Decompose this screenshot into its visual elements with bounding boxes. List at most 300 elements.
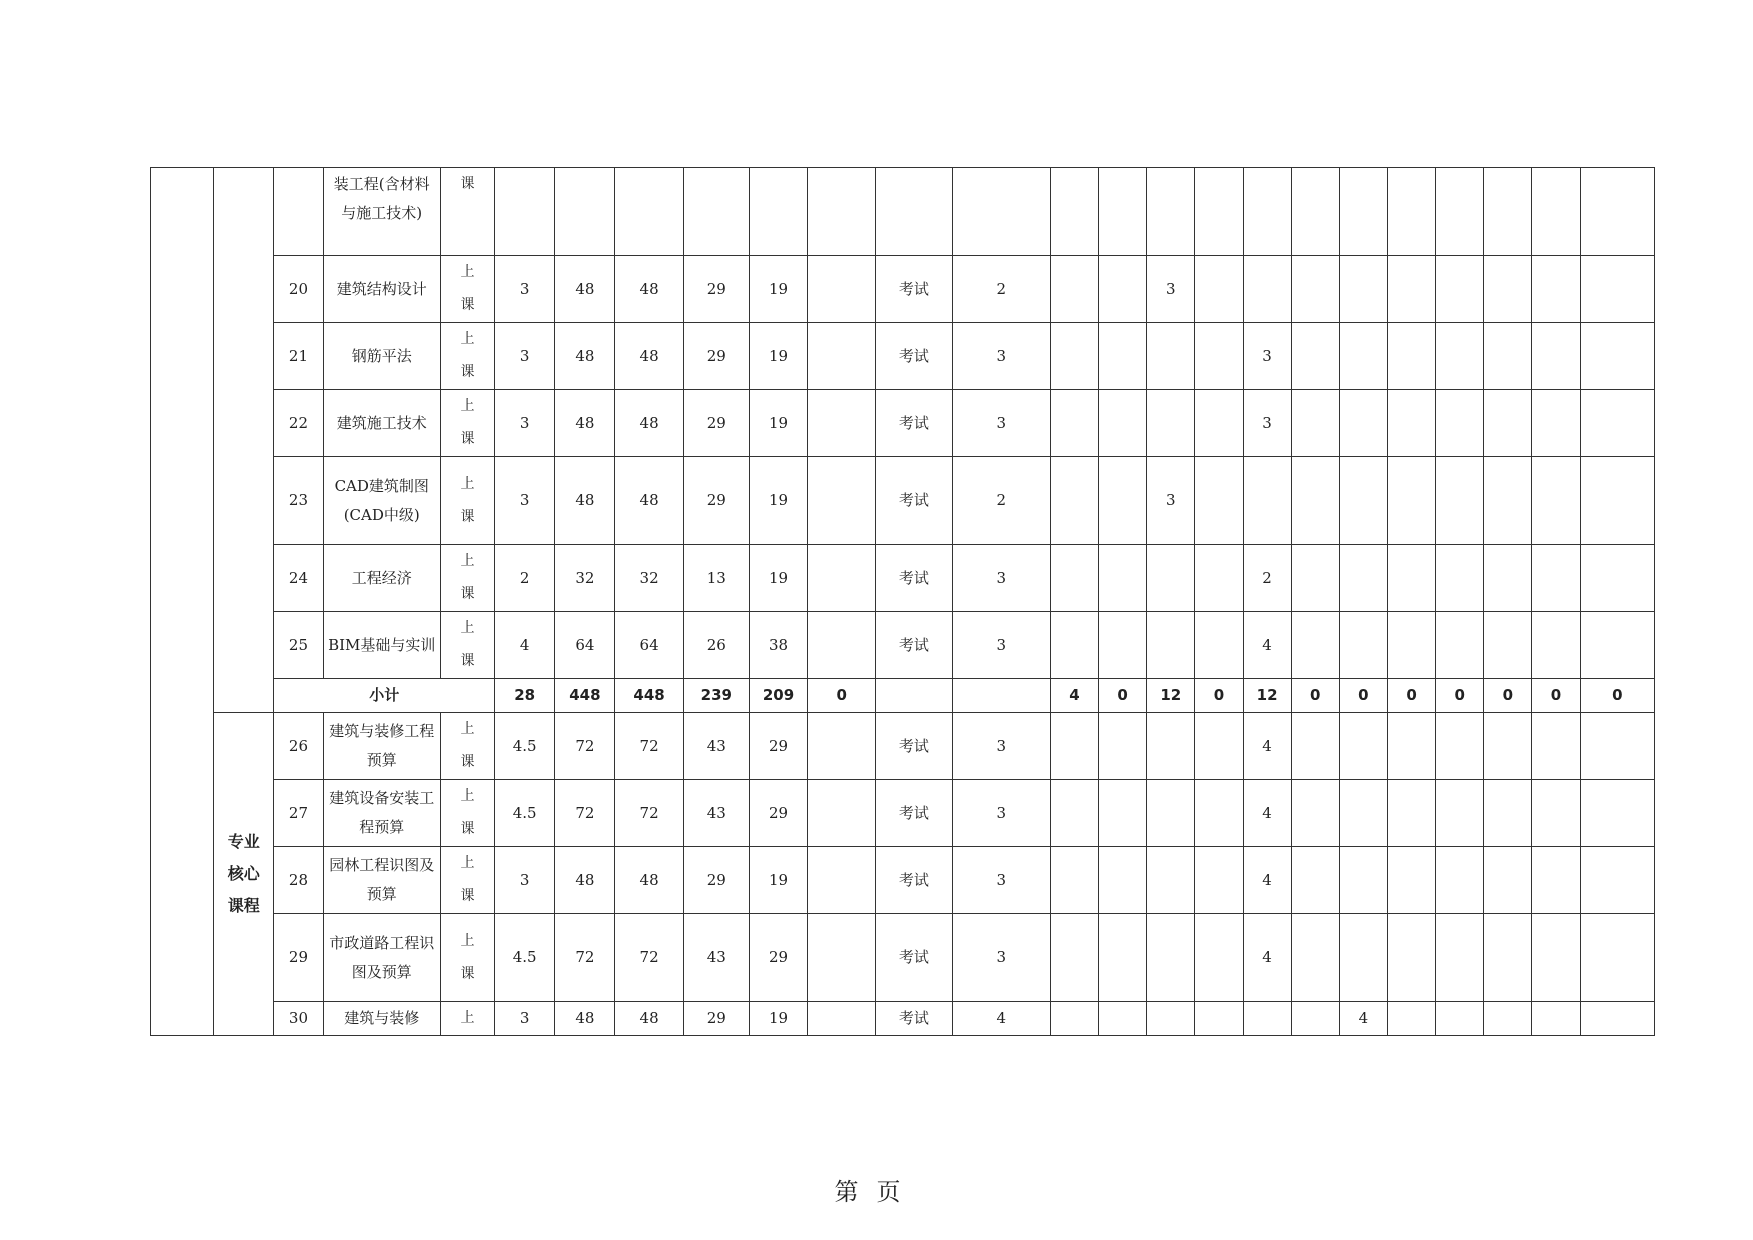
teaching-mode: 上课 bbox=[440, 256, 494, 323]
cell-class-hours: 72 bbox=[615, 713, 683, 780]
weekly-hours-cell bbox=[1484, 1002, 1532, 1036]
weekly-hours-cell bbox=[1532, 713, 1580, 780]
weekly-hours-cell bbox=[1050, 1002, 1098, 1036]
cell-hours: 48 bbox=[555, 323, 615, 390]
course-no: 22 bbox=[274, 390, 323, 457]
cell-theory: 13 bbox=[683, 545, 749, 612]
course-no: 24 bbox=[274, 545, 323, 612]
cell-credit: 2 bbox=[495, 545, 555, 612]
cell-hours: 48 bbox=[555, 847, 615, 914]
cell-theory: 29 bbox=[683, 457, 749, 545]
course-name: 工程经济 bbox=[323, 545, 440, 612]
weekly-hours-cell bbox=[1387, 847, 1435, 914]
table-row bbox=[151, 168, 1655, 256]
table-row bbox=[151, 847, 1655, 914]
assessment-method: 考试 bbox=[876, 914, 952, 1002]
empty-cell bbox=[1050, 168, 1098, 256]
table-row bbox=[151, 256, 1655, 323]
assessment-method: 考试 bbox=[876, 256, 952, 323]
empty-cell bbox=[615, 168, 683, 256]
weekly-hours-cell bbox=[1147, 847, 1195, 914]
weekly-hours-cell bbox=[1580, 612, 1654, 679]
table-row bbox=[151, 323, 1655, 390]
weekly-hours-cell bbox=[1436, 612, 1484, 679]
weekly-hours-cell bbox=[1243, 256, 1291, 323]
cell-theory: 43 bbox=[683, 914, 749, 1002]
weekly-hours-cell bbox=[1484, 914, 1532, 1002]
cell-practice: 19 bbox=[749, 390, 807, 457]
semester: 3 bbox=[952, 390, 1050, 457]
empty-cell bbox=[1195, 168, 1243, 256]
weekly-hours-cell bbox=[1387, 713, 1435, 780]
weekly-hours-cell bbox=[1291, 847, 1339, 914]
cell-other bbox=[808, 914, 876, 1002]
cell-practice: 19 bbox=[749, 545, 807, 612]
weekly-hours-cell: 4 bbox=[1243, 847, 1291, 914]
weekly-hours-cell bbox=[1195, 914, 1243, 1002]
weekly-hours-cell bbox=[1436, 847, 1484, 914]
table-row bbox=[151, 1002, 1655, 1036]
weekly-hours-cell bbox=[1147, 914, 1195, 1002]
cell-class-hours: 48 bbox=[615, 1002, 683, 1036]
outer-category-cell bbox=[151, 168, 214, 1036]
cell-hours: 72 bbox=[555, 780, 615, 847]
weekly-hours-cell bbox=[1436, 545, 1484, 612]
weekly-hours-cell bbox=[1050, 847, 1098, 914]
weekly-hours-cell bbox=[1532, 390, 1580, 457]
cell-other bbox=[808, 1002, 876, 1036]
subtotal-weekly-cell: 0 bbox=[1099, 679, 1147, 713]
weekly-hours-cell bbox=[1099, 256, 1147, 323]
weekly-hours-cell bbox=[1050, 780, 1098, 847]
subtotal-weekly-cell: 12 bbox=[1243, 679, 1291, 713]
table-row bbox=[151, 390, 1655, 457]
teaching-mode: 上课 bbox=[440, 780, 494, 847]
weekly-hours-cell: 4 bbox=[1243, 780, 1291, 847]
course-no: 27 bbox=[274, 780, 323, 847]
weekly-hours-cell bbox=[1195, 713, 1243, 780]
cell-credit: 3 bbox=[495, 256, 555, 323]
weekly-hours-cell bbox=[1099, 713, 1147, 780]
weekly-hours-cell bbox=[1099, 545, 1147, 612]
weekly-hours-cell bbox=[1484, 612, 1532, 679]
cell-theory: 29 bbox=[683, 390, 749, 457]
weekly-hours-cell bbox=[1099, 323, 1147, 390]
empty-cell bbox=[1532, 168, 1580, 256]
empty-cell bbox=[1291, 168, 1339, 256]
course-name: 装工程(含材料与施工技术) bbox=[323, 168, 440, 256]
weekly-hours-cell bbox=[1532, 780, 1580, 847]
cell-theory: 26 bbox=[683, 612, 749, 679]
weekly-hours-cell bbox=[1436, 457, 1484, 545]
cell-other bbox=[808, 780, 876, 847]
course-name: 园林工程识图及预算 bbox=[323, 847, 440, 914]
weekly-hours-cell bbox=[1532, 545, 1580, 612]
cell-credit: 4.5 bbox=[495, 713, 555, 780]
weekly-hours-cell bbox=[1580, 713, 1654, 780]
subtotal-weekly-cell: 0 bbox=[1580, 679, 1654, 713]
subtotal-weekly-cell: 0 bbox=[1387, 679, 1435, 713]
cell-class-hours: 72 bbox=[615, 914, 683, 1002]
empty-cell bbox=[683, 168, 749, 256]
cell-practice: 19 bbox=[749, 1002, 807, 1036]
cell-theory: 29 bbox=[683, 323, 749, 390]
weekly-hours-cell bbox=[1099, 847, 1147, 914]
weekly-hours-cell bbox=[1243, 1002, 1291, 1036]
weekly-hours-cell bbox=[1291, 256, 1339, 323]
weekly-hours-cell bbox=[1532, 914, 1580, 1002]
cell-other bbox=[808, 847, 876, 914]
weekly-hours-cell bbox=[1195, 457, 1243, 545]
cell-class-hours: 64 bbox=[615, 612, 683, 679]
course-no: 30 bbox=[274, 1002, 323, 1036]
cell-credit: 4 bbox=[495, 612, 555, 679]
weekly-hours-cell bbox=[1291, 780, 1339, 847]
weekly-hours-cell bbox=[1291, 323, 1339, 390]
weekly-hours-cell bbox=[1387, 1002, 1435, 1036]
weekly-hours-cell bbox=[1387, 457, 1435, 545]
empty-cell bbox=[876, 679, 952, 713]
assessment-method: 考试 bbox=[876, 780, 952, 847]
cell-other bbox=[808, 612, 876, 679]
course-no: 25 bbox=[274, 612, 323, 679]
weekly-hours-cell bbox=[1532, 457, 1580, 545]
cell-credit: 3 bbox=[495, 390, 555, 457]
weekly-hours-cell bbox=[1387, 390, 1435, 457]
weekly-hours-cell bbox=[1580, 457, 1654, 545]
weekly-hours-cell bbox=[1195, 545, 1243, 612]
cell-theory: 43 bbox=[683, 780, 749, 847]
weekly-hours-cell bbox=[1291, 713, 1339, 780]
course-name: 建筑设备安装工程预算 bbox=[323, 780, 440, 847]
cell-hours: 48 bbox=[555, 1002, 615, 1036]
weekly-hours-cell bbox=[1339, 457, 1387, 545]
weekly-hours-cell bbox=[1484, 713, 1532, 780]
teaching-mode: 上 bbox=[440, 1002, 494, 1036]
weekly-hours-cell bbox=[1580, 1002, 1654, 1036]
cell-credit: 3 bbox=[495, 1002, 555, 1036]
subtotal-weekly-cell: 0 bbox=[1291, 679, 1339, 713]
assessment-method: 考试 bbox=[876, 323, 952, 390]
weekly-hours-cell bbox=[1099, 457, 1147, 545]
empty-cell bbox=[1099, 168, 1147, 256]
weekly-hours-cell bbox=[1339, 914, 1387, 1002]
weekly-hours-cell bbox=[1050, 323, 1098, 390]
weekly-hours-cell bbox=[1484, 545, 1532, 612]
cell-hours: 72 bbox=[555, 914, 615, 1002]
weekly-hours-cell bbox=[1099, 1002, 1147, 1036]
teaching-mode: 上课 bbox=[440, 713, 494, 780]
weekly-hours-cell bbox=[1099, 390, 1147, 457]
course-no: 20 bbox=[274, 256, 323, 323]
weekly-hours-cell bbox=[1339, 390, 1387, 457]
weekly-hours-cell bbox=[1339, 612, 1387, 679]
page-footer: 第页 bbox=[834, 1178, 919, 1206]
empty-cell bbox=[876, 168, 952, 256]
cell-theory: 29 bbox=[683, 847, 749, 914]
cell-practice: 38 bbox=[749, 612, 807, 679]
teaching-mode: 上课 bbox=[440, 323, 494, 390]
weekly-hours-cell bbox=[1195, 256, 1243, 323]
weekly-hours-cell bbox=[1147, 390, 1195, 457]
subtotal-weekly-cell: 0 bbox=[1484, 679, 1532, 713]
weekly-hours-cell bbox=[1195, 1002, 1243, 1036]
weekly-hours-cell bbox=[1436, 780, 1484, 847]
semester: 3 bbox=[952, 847, 1050, 914]
empty-cell bbox=[555, 168, 615, 256]
weekly-hours-cell: 4 bbox=[1243, 914, 1291, 1002]
weekly-hours-cell: 2 bbox=[1243, 545, 1291, 612]
empty-cell bbox=[1580, 168, 1654, 256]
empty-cell bbox=[952, 168, 1050, 256]
weekly-hours-cell bbox=[1291, 457, 1339, 545]
cell-hours: 48 bbox=[555, 256, 615, 323]
weekly-hours-cell bbox=[1387, 323, 1435, 390]
cell-theory: 29 bbox=[683, 256, 749, 323]
teaching-mode: 上课 bbox=[440, 545, 494, 612]
weekly-hours-cell bbox=[1195, 390, 1243, 457]
cell-class-hours: 48 bbox=[615, 457, 683, 545]
assessment-method: 考试 bbox=[876, 390, 952, 457]
course-name: 建筑与装修工程预算 bbox=[323, 713, 440, 780]
weekly-hours-cell bbox=[1436, 390, 1484, 457]
cell-hours: 64 bbox=[555, 612, 615, 679]
semester: 3 bbox=[952, 713, 1050, 780]
table-row bbox=[151, 545, 1655, 612]
weekly-hours-cell bbox=[1580, 847, 1654, 914]
weekly-hours-cell: 3 bbox=[1147, 457, 1195, 545]
weekly-hours-cell bbox=[1050, 713, 1098, 780]
assessment-method: 考试 bbox=[876, 545, 952, 612]
weekly-hours-cell bbox=[1532, 256, 1580, 323]
cell-other bbox=[808, 457, 876, 545]
cell-practice: 29 bbox=[749, 713, 807, 780]
weekly-hours-cell bbox=[1436, 323, 1484, 390]
cell-class-hours: 48 bbox=[615, 256, 683, 323]
weekly-hours-cell bbox=[1195, 847, 1243, 914]
subtotal-weekly-cell: 4 bbox=[1050, 679, 1098, 713]
weekly-hours-cell bbox=[1484, 847, 1532, 914]
weekly-hours-cell bbox=[1339, 713, 1387, 780]
cell-practice: 19 bbox=[749, 323, 807, 390]
weekly-hours-cell bbox=[1532, 1002, 1580, 1036]
empty-cell bbox=[1339, 168, 1387, 256]
weekly-hours-cell bbox=[1147, 780, 1195, 847]
cell-theory: 29 bbox=[683, 1002, 749, 1036]
semester: 3 bbox=[952, 323, 1050, 390]
weekly-hours-cell bbox=[1050, 914, 1098, 1002]
subtotal-class-hours: 448 bbox=[615, 679, 683, 713]
weekly-hours-cell bbox=[1339, 780, 1387, 847]
weekly-hours-cell bbox=[1291, 612, 1339, 679]
table-row bbox=[151, 612, 1655, 679]
weekly-hours-cell bbox=[1050, 390, 1098, 457]
weekly-hours-cell: 3 bbox=[1243, 390, 1291, 457]
weekly-hours-cell bbox=[1099, 612, 1147, 679]
weekly-hours-cell bbox=[1291, 1002, 1339, 1036]
subtotal-practice: 209 bbox=[749, 679, 807, 713]
course-name: BIM基础与实训 bbox=[323, 612, 440, 679]
weekly-hours-cell bbox=[1436, 713, 1484, 780]
cell-other bbox=[808, 545, 876, 612]
weekly-hours-cell bbox=[1147, 323, 1195, 390]
subtotal-weekly-cell: 0 bbox=[1339, 679, 1387, 713]
weekly-hours-cell bbox=[1532, 323, 1580, 390]
cell-other bbox=[808, 256, 876, 323]
course-name: CAD建筑制图(CAD中级) bbox=[323, 457, 440, 545]
cell-practice: 29 bbox=[749, 780, 807, 847]
cell-hours: 48 bbox=[555, 457, 615, 545]
subtotal-weekly-cell: 0 bbox=[1532, 679, 1580, 713]
course-name: 建筑结构设计 bbox=[323, 256, 440, 323]
weekly-hours-cell bbox=[1195, 780, 1243, 847]
weekly-hours-cell bbox=[1099, 914, 1147, 1002]
course-no: 23 bbox=[274, 457, 323, 545]
cell-other bbox=[808, 323, 876, 390]
teaching-mode: 上课 bbox=[440, 457, 494, 545]
weekly-hours-cell bbox=[1195, 612, 1243, 679]
weekly-hours-cell bbox=[1050, 612, 1098, 679]
weekly-hours-cell bbox=[1436, 914, 1484, 1002]
semester: 3 bbox=[952, 780, 1050, 847]
weekly-hours-cell bbox=[1050, 457, 1098, 545]
semester: 3 bbox=[952, 545, 1050, 612]
semester: 3 bbox=[952, 914, 1050, 1002]
empty-cell bbox=[808, 168, 876, 256]
weekly-hours-cell: 3 bbox=[1147, 256, 1195, 323]
cell-practice: 19 bbox=[749, 847, 807, 914]
cell-hours: 72 bbox=[555, 713, 615, 780]
weekly-hours-cell bbox=[1339, 256, 1387, 323]
empty-cell bbox=[952, 679, 1050, 713]
category-cell bbox=[214, 168, 274, 713]
assessment-method: 考试 bbox=[876, 457, 952, 545]
cell-class-hours: 48 bbox=[615, 323, 683, 390]
cell-other bbox=[808, 713, 876, 780]
course-name: 建筑施工技术 bbox=[323, 390, 440, 457]
assessment-method: 考试 bbox=[876, 1002, 952, 1036]
course-name: 市政道路工程识图及预算 bbox=[323, 914, 440, 1002]
weekly-hours-cell bbox=[1195, 323, 1243, 390]
course-plan-table bbox=[150, 167, 1655, 1036]
teaching-mode: 上课 bbox=[440, 390, 494, 457]
weekly-hours-cell: 3 bbox=[1243, 323, 1291, 390]
subtotal-row bbox=[151, 679, 1655, 713]
cell-practice: 19 bbox=[749, 457, 807, 545]
weekly-hours-cell bbox=[1484, 780, 1532, 847]
weekly-hours-cell bbox=[1580, 545, 1654, 612]
course-no bbox=[274, 168, 323, 256]
cell-other bbox=[808, 390, 876, 457]
weekly-hours-cell bbox=[1387, 545, 1435, 612]
teaching-mode: 上课 bbox=[440, 847, 494, 914]
semester: 2 bbox=[952, 457, 1050, 545]
empty-cell bbox=[1484, 168, 1532, 256]
subtotal-theory: 239 bbox=[683, 679, 749, 713]
weekly-hours-cell bbox=[1291, 545, 1339, 612]
cell-class-hours: 72 bbox=[615, 780, 683, 847]
cell-credit: 3 bbox=[495, 847, 555, 914]
subtotal-credit: 28 bbox=[495, 679, 555, 713]
weekly-hours-cell: 4 bbox=[1339, 1002, 1387, 1036]
subtotal-weekly-cell: 12 bbox=[1147, 679, 1195, 713]
course-no: 28 bbox=[274, 847, 323, 914]
subtotal-weekly-cell: 0 bbox=[1195, 679, 1243, 713]
cell-class-hours: 32 bbox=[615, 545, 683, 612]
weekly-hours-cell bbox=[1484, 457, 1532, 545]
weekly-hours-cell bbox=[1580, 256, 1654, 323]
table-row bbox=[151, 780, 1655, 847]
cell-practice: 19 bbox=[749, 256, 807, 323]
cell-credit: 3 bbox=[495, 457, 555, 545]
weekly-hours-cell bbox=[1484, 390, 1532, 457]
cell-credit: 3 bbox=[495, 323, 555, 390]
weekly-hours-cell bbox=[1339, 545, 1387, 612]
weekly-hours-cell bbox=[1339, 847, 1387, 914]
weekly-hours-cell bbox=[1580, 914, 1654, 1002]
weekly-hours-cell bbox=[1291, 390, 1339, 457]
weekly-hours-cell bbox=[1580, 780, 1654, 847]
assessment-method: 考试 bbox=[876, 713, 952, 780]
course-name: 钢筋平法 bbox=[323, 323, 440, 390]
cell-hours: 32 bbox=[555, 545, 615, 612]
weekly-hours-cell bbox=[1291, 914, 1339, 1002]
assessment-method: 考试 bbox=[876, 847, 952, 914]
weekly-hours-cell bbox=[1387, 256, 1435, 323]
cell-hours: 48 bbox=[555, 390, 615, 457]
category-label: 专业核心课程 bbox=[214, 713, 274, 1036]
weekly-hours-cell bbox=[1436, 256, 1484, 323]
empty-cell bbox=[749, 168, 807, 256]
course-no: 21 bbox=[274, 323, 323, 390]
weekly-hours-cell bbox=[1387, 780, 1435, 847]
assessment-method: 考试 bbox=[876, 612, 952, 679]
teaching-mode: 上课 bbox=[440, 914, 494, 1002]
course-no: 26 bbox=[274, 713, 323, 780]
weekly-hours-cell: 4 bbox=[1243, 713, 1291, 780]
weekly-hours-cell bbox=[1484, 256, 1532, 323]
cell-credit: 4.5 bbox=[495, 780, 555, 847]
weekly-hours-cell bbox=[1484, 323, 1532, 390]
teaching-mode: 上课 bbox=[440, 612, 494, 679]
table-row bbox=[151, 457, 1655, 545]
weekly-hours-cell bbox=[1532, 847, 1580, 914]
weekly-hours-cell bbox=[1147, 545, 1195, 612]
empty-cell bbox=[1387, 168, 1435, 256]
weekly-hours-cell bbox=[1387, 612, 1435, 679]
cell-practice: 29 bbox=[749, 914, 807, 1002]
empty-cell bbox=[1243, 168, 1291, 256]
weekly-hours-cell bbox=[1147, 612, 1195, 679]
empty-cell bbox=[1436, 168, 1484, 256]
weekly-hours-cell bbox=[1147, 1002, 1195, 1036]
weekly-hours-cell bbox=[1580, 323, 1654, 390]
subtotal-weekly-cell: 0 bbox=[1436, 679, 1484, 713]
cell-class-hours: 48 bbox=[615, 847, 683, 914]
weekly-hours-cell bbox=[1147, 713, 1195, 780]
teaching-mode: 课 bbox=[440, 168, 494, 256]
course-name: 建筑与装修 bbox=[323, 1002, 440, 1036]
cell-class-hours: 48 bbox=[615, 390, 683, 457]
weekly-hours-cell bbox=[1580, 390, 1654, 457]
weekly-hours-cell bbox=[1436, 1002, 1484, 1036]
empty-cell bbox=[495, 168, 555, 256]
weekly-hours-cell bbox=[1532, 612, 1580, 679]
course-no: 29 bbox=[274, 914, 323, 1002]
weekly-hours-cell bbox=[1050, 256, 1098, 323]
weekly-hours-cell bbox=[1243, 457, 1291, 545]
subtotal-other: 0 bbox=[808, 679, 876, 713]
